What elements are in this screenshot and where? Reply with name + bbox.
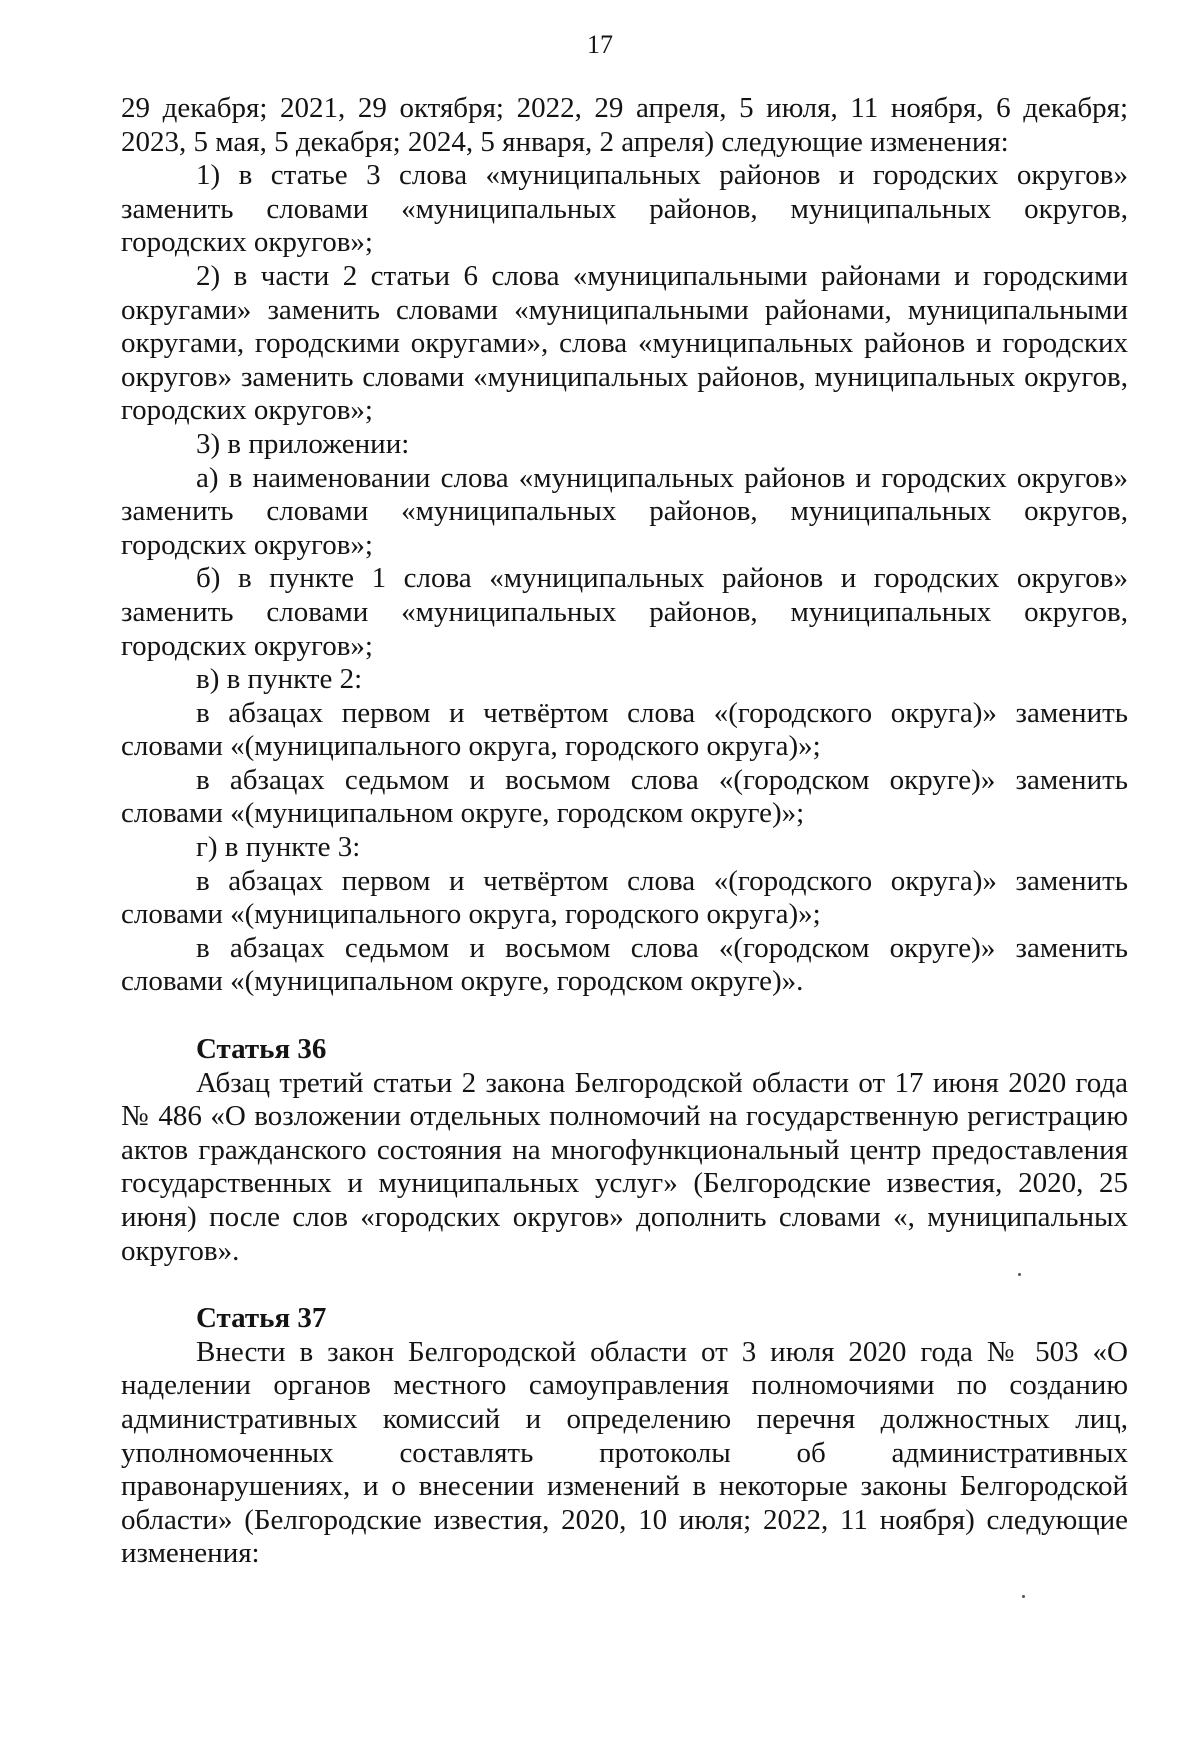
amendment-item-3b: б) в пункте 1 слова «муниципальных районов и городских округов» заменить словами «муниципальных районов, муниципальных округов, городских округов»; [121,562,1128,662]
amendment-item-3v: в) в пункте 2: [196,663,363,696]
amendment-item-2: 2) в части 2 статьи 6 слова «муниципальными районами и городскими округами» заменить словами «муниципальными районами, муниципальными округами, городскими округами», слова «муниципальных районов и городских округов» заменить словами «муниципальных районов, муниципальных округов, городских округов»; [121,259,1128,427]
article-37-title: Статья 37 [196,1302,327,1335]
scan-speck [1018,1273,1021,1276]
amendment-item-3g: г) в пункте 3: [196,831,361,864]
amendment-item-1: 1) в статье 3 слова «муниципальных районов и городских округов» заменить словами «муниципальных районов, муниципальных округов, городских округов»; [121,159,1128,259]
amendment-item-3v-para-2: в абзацах седьмом и восьмом слова «(городском округе)» заменить словами «(муниципальном округе, городском округе)»; [121,763,1128,830]
amendment-item-3g-para-1: в абзацах первом и четвёртом слова «(городского округа)» заменить словами «(муниципального округа, городского округа)»; [121,864,1128,931]
amendment-item-3a: а) в наименовании слова «муниципальных районов и городских округов» заменить словами «муниципальных районов, муниципальных округов, городских округов»; [121,461,1128,561]
continuation-lead-paragraph: 29 декабря; 2021, 29 октября; 2022, 29 апреля, 5 июля, 11 ноября, 6 декабря; 2023, 5 мая, 5 декабря; 2024, 5 января, 2 апреля) следующие изменения: [121,92,1128,158]
article-36-text: Абзац третий статьи 2 закона Белгородской области от 17 июня 2020 года № 486 «О возложении отдельных полномочий на государственную регистрацию актов гражданского состояния на многофункциональный центр предоставления государственных и муниципальных услуг» (Белгородские известия, 2020, 25 июня) после слов «городских округов» дополнить словами «, муниципальных округов». [121,1066,1128,1267]
page-number: 17 [587,30,613,59]
article-36-title: Статья 36 [196,1033,327,1066]
amendment-item-3: 3) в приложении: [196,427,410,460]
section-spacer [121,1268,1128,1302]
scan-speck [1022,1595,1025,1598]
section-spacer [121,999,1128,1033]
amendment-item-3g-para-2: в абзацах седьмом и восьмом слова «(городском округе)» заменить словами «(муниципальном округе, городском округе)». [121,931,1128,998]
amendment-item-3v-para-1: в абзацах первом и четвёртом слова «(городского округа)» заменить словами «(муниципального округа, городского округа)»; [121,696,1128,763]
document-body [121,92,1128,1571]
article-37-text: Внести в закон Белгородской области от 3 июля 2020 года № 503 «О наделении органов местного самоуправления полномочиями по созданию административных комиссий и определению перечня должностных лиц, уполномоченных составлять протоколы об административных правонарушениях, и о внесении изменений в некоторые законы Белгородской области» (Белгородские известия, 2020, 10 июля; 2022, 11 ноября) следующие изменения: [121,1335,1128,1570]
